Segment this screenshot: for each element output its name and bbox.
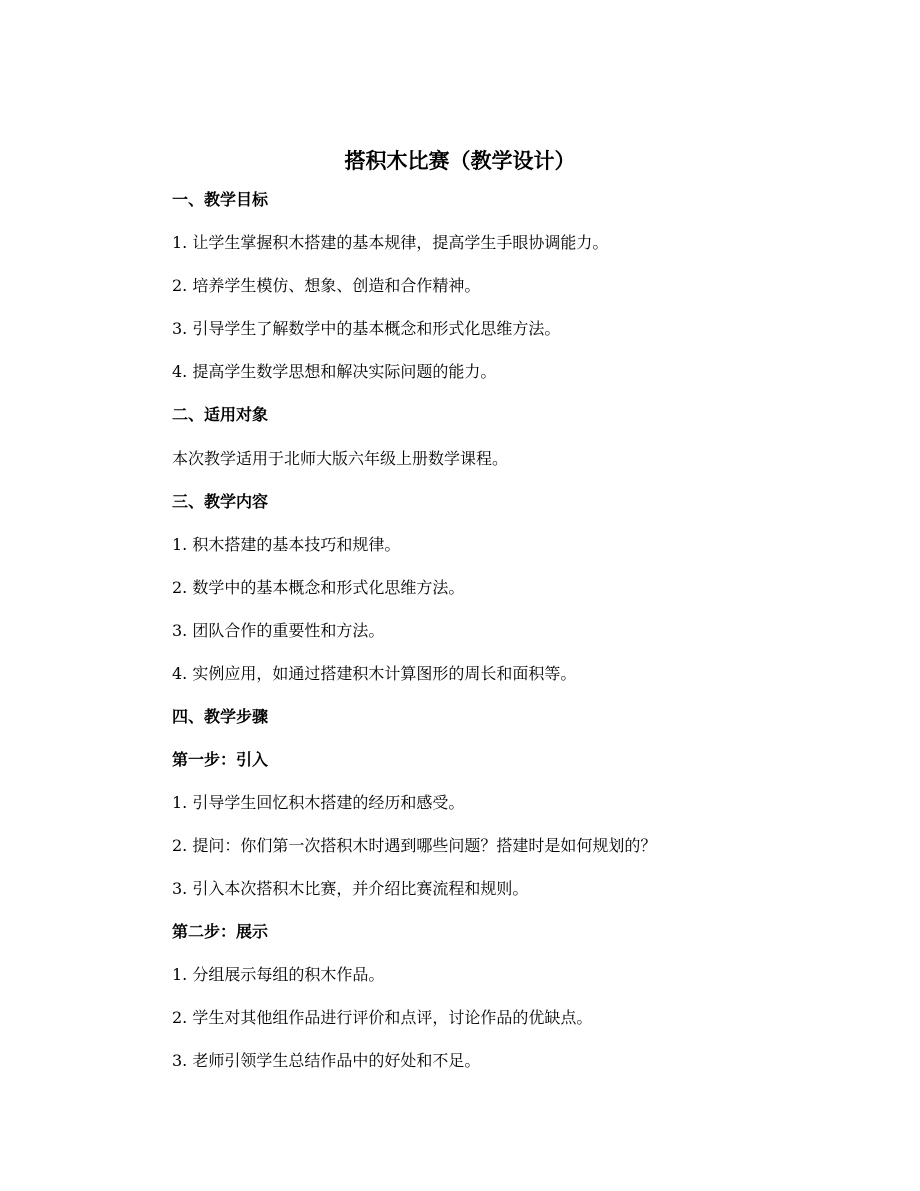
audience-text: 本次教学适用于北师大版六年级上册数学课程。 bbox=[172, 449, 509, 468]
step-item: 1. 分组展示每组的积木作品。 bbox=[172, 965, 385, 984]
objective-item: 1. 让学生掌握积木搭建的基本规律，提高学生手眼协调能力。 bbox=[172, 233, 609, 252]
content-item: 1. 积木搭建的基本技巧和规律。 bbox=[172, 535, 401, 554]
step-item: 3. 老师引领学生总结作品中的好处和不足。 bbox=[172, 1051, 481, 1070]
step-heading-showcase: 第二步：展示 bbox=[172, 922, 269, 941]
section-heading-content: 三、教学内容 bbox=[172, 492, 269, 511]
step-item: 3. 引入本次搭积木比赛，并介绍比赛流程和规则。 bbox=[172, 879, 529, 898]
document-title: 搭积木比赛（教学设计） bbox=[344, 149, 576, 173]
content-item: 2. 数学中的基本概念和形式化思维方法。 bbox=[172, 578, 465, 597]
content-item: 3. 团队合作的重要性和方法。 bbox=[172, 621, 385, 640]
step-item: 2. 学生对其他组作品进行评价和点评，讨论作品的优缺点。 bbox=[172, 1008, 593, 1027]
section-heading-objectives: 一、教学目标 bbox=[172, 190, 269, 209]
content-item: 4. 实例应用，如通过搭建积木计算图形的周长和面积等。 bbox=[172, 664, 577, 683]
objective-item: 3. 引导学生了解数学中的基本概念和形式化思维方法。 bbox=[172, 319, 561, 338]
section-heading-audience: 二、适用对象 bbox=[172, 405, 269, 424]
step-item: 1. 引导学生回忆积木搭建的经历和感受。 bbox=[172, 793, 465, 812]
objective-item: 4. 提高学生数学思想和解决实际问题的能力。 bbox=[172, 362, 497, 381]
objective-item: 2. 培养学生模仿、想象、创造和合作精神。 bbox=[172, 276, 481, 295]
step-item: 2. 提问：你们第一次搭积木时遇到哪些问题？搭建时是如何规划的？ bbox=[172, 836, 657, 855]
step-heading-intro: 第一步：引入 bbox=[172, 750, 269, 769]
section-heading-steps: 四、教学步骤 bbox=[172, 707, 269, 726]
